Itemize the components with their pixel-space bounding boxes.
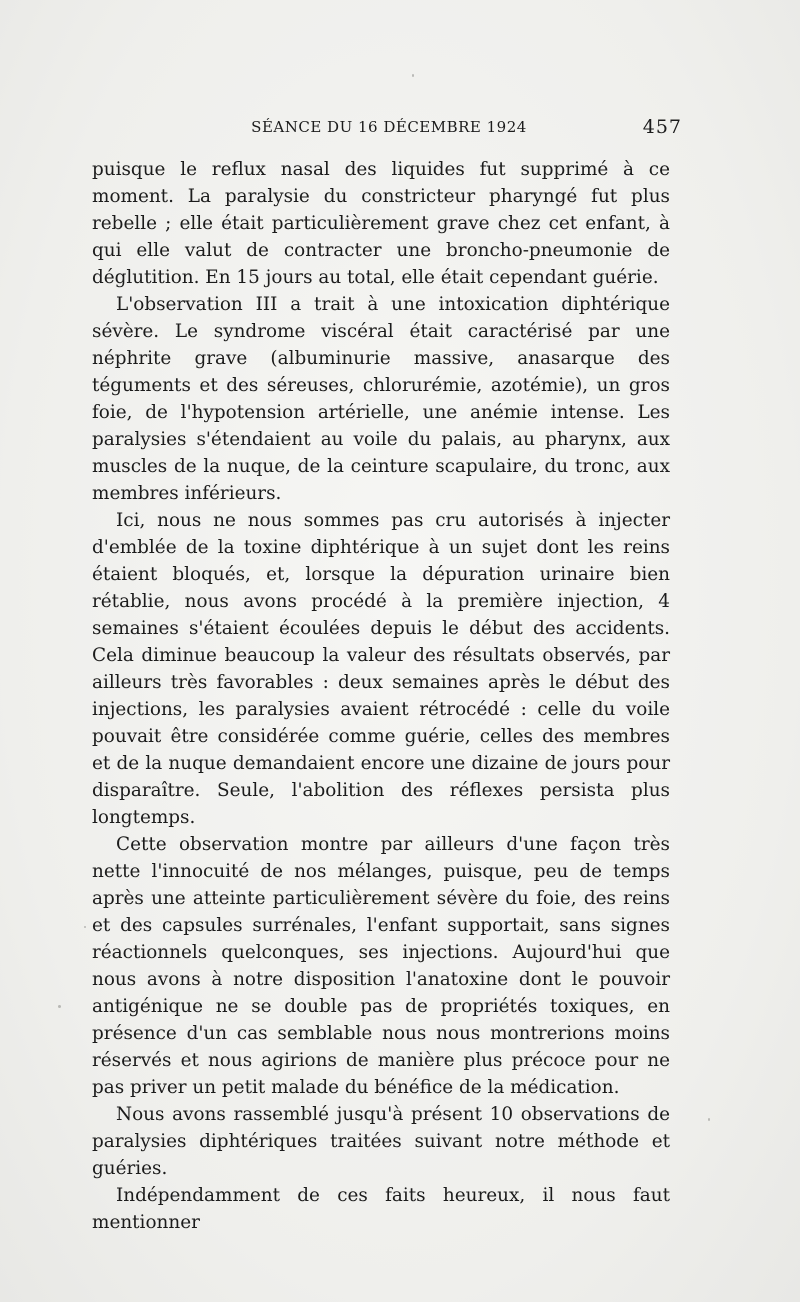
paragraph-continuation: puisque le reflux nasal des liquides fut supprimé à ce moment. La paralysie du constricteur pharyngé fut plus rebelle ; elle était particulièrement grave chez cet enfant, à qui elle valut de contracter une broncho-pneumonie de déglutition. En 15 jours au total, elle était cependant guérie. xyxy=(92,159,670,288)
paper-speck xyxy=(58,1005,61,1008)
paragraph-injection: Ici, nous ne nous sommes pas cru autorisés à injecter d'emblée de la toxine diphtérique à un sujet dont les reins étaient bloqués, et, lorsque la dépuration urinaire bien rétablie, nous avons procédé à la première injection, 4 semaines s'étaient écoulées depuis le début des accidents. Cela diminue beaucoup la valeur des résultats observés, par ailleurs très favorables : deux semaines après le début des injections, les paralysies avaient rétrocédé : celle du voile pouvait être considérée comme guérie, celles des membres et de la nuque demandaient encore une dizaine de jours pour disparaître. Seule, l'abolition des réflexes persista plus longtemps. xyxy=(92,510,670,828)
paragraph-observation-iii: L'observation III a trait à une intoxication diphtérique sévère. Le syndrome viscéral était caractérisé par une néphrite grave (albuminurie massive, anasarque des téguments et des séreuses, chlorurémie, azotémie), un gros foie, de l'hypotension artérielle, une anémie intense. Les paralysies s'étendaient au voile du palais, au pharynx, aux muscles de la nuque, de la ceinture scapulaire, du tronc, aux membres inférieurs. xyxy=(92,294,670,504)
body-text xyxy=(92,156,670,1236)
running-title: SÉANCE DU 16 DÉCEMBRE 1924 xyxy=(251,118,527,136)
paper-speck xyxy=(412,74,414,77)
paragraph-final: Indépendamment de ces faits heureux, il nous faut mentionner xyxy=(92,1185,670,1233)
paper-speck xyxy=(708,1118,710,1121)
page-number: 457 xyxy=(642,116,682,138)
paper-speck xyxy=(84,926,86,928)
paragraph-innocuite: Cette observation montre par ailleurs d'une façon très nette l'innocuité de nos mélanges, puisque, peu de temps après une atteinte particulièrement sévère du foie, des reins et des capsules surrénales, l'enfant supportait, sans signes réactionnels quelconques, ses injections. Aujourd'hui que nous avons à notre disposition l'anatoxine dont le pouvoir antigénique ne se double pas de propriétés toxiques, en présence d'un cas semblable nous nous montrerions moins réservés et nous agirions de manière plus précoce pour ne pas priver un petit malade du bénéfice de la médication. xyxy=(92,834,670,1098)
running-head xyxy=(96,116,682,142)
paragraph-observations-count: Nous avons rassemblé jusqu'à présent 10 observations de paralysies diphtériques traitées suivant notre méthode et guéries. xyxy=(92,1104,670,1179)
